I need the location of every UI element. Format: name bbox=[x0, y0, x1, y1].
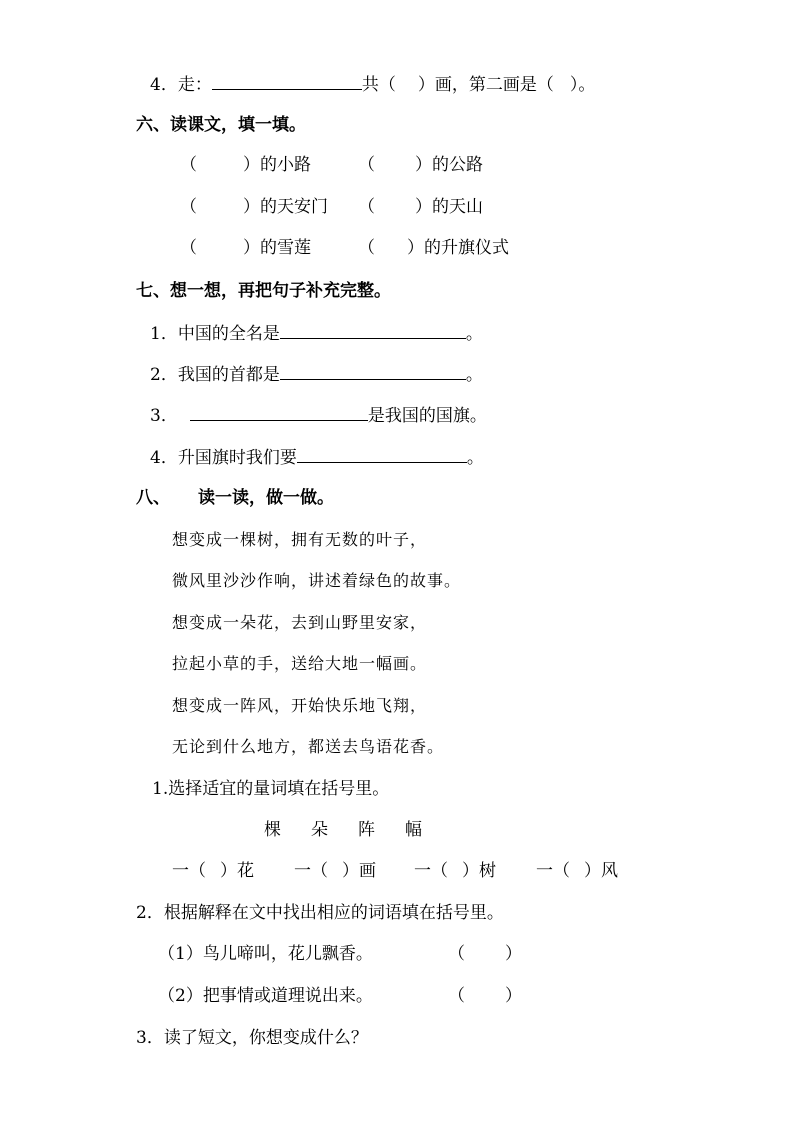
fill-pre: 一（ bbox=[172, 861, 206, 881]
item-number: （1） bbox=[158, 944, 203, 964]
phrase: 的天安门 bbox=[260, 197, 328, 217]
second-stroke-label: ）画，第二画是（ bbox=[417, 75, 554, 95]
fill-pre: 一（ bbox=[294, 861, 328, 881]
item-end: 。 bbox=[466, 448, 484, 468]
answer-blank[interactable] bbox=[190, 402, 368, 421]
fill-3 bbox=[414, 859, 496, 883]
measure-words bbox=[264, 818, 422, 842]
q5-item4 bbox=[150, 71, 595, 97]
q8-sub1: 1.选择适宜的量词填在括号里。 bbox=[152, 779, 390, 799]
item-text: 中国的全名是 bbox=[177, 324, 280, 344]
item-number: 4． bbox=[150, 75, 178, 95]
phrase: 的公路 bbox=[432, 155, 483, 175]
paren-blank[interactable]: （ ） bbox=[180, 238, 260, 258]
item-number: 1． bbox=[150, 324, 178, 344]
measure-word: 棵 bbox=[264, 820, 281, 840]
q8-sub3: 3．读了短文，你想变成什么？ bbox=[136, 1028, 368, 1048]
phrase: 的雪莲 bbox=[260, 238, 311, 258]
answer-blank[interactable] bbox=[280, 320, 466, 339]
fill-1 bbox=[172, 859, 254, 883]
item-text: 鸟儿啼叫，花儿飘香。 bbox=[202, 944, 373, 964]
q7-item-1 bbox=[150, 320, 483, 346]
item-text: 把事情或道理说出来。 bbox=[202, 986, 373, 1006]
q7-item-3 bbox=[150, 402, 487, 428]
paren-blank[interactable]: （ ） bbox=[180, 155, 260, 175]
paren-blank[interactable]: （ ） bbox=[180, 197, 260, 217]
measure-word: 朵 bbox=[311, 820, 328, 840]
phrase: 的小路 bbox=[260, 155, 311, 175]
q6-title: 六、读课文，填一填。 bbox=[136, 115, 306, 135]
item-end: 。 bbox=[465, 365, 483, 385]
fill-pre: 一（ bbox=[414, 861, 448, 881]
item-number: 4． bbox=[150, 448, 178, 468]
q7-item-2 bbox=[150, 361, 483, 387]
fill-pre: 一（ bbox=[536, 861, 570, 881]
item-number: 3． bbox=[150, 406, 178, 426]
q6-row-2b bbox=[358, 195, 483, 219]
item-number: （2） bbox=[158, 986, 203, 1006]
measure-word: 阵 bbox=[358, 820, 375, 840]
poem-line-3: 想变成一朵花，去到山野里安家， bbox=[172, 613, 428, 632]
q6-row-3b bbox=[358, 236, 509, 260]
answer-blank[interactable] bbox=[212, 71, 362, 90]
sub2-item-1 bbox=[158, 942, 373, 966]
q8-title bbox=[136, 486, 334, 510]
fill-2 bbox=[294, 859, 376, 883]
item-end: ）。 bbox=[569, 75, 596, 95]
fill-4 bbox=[536, 859, 618, 883]
stroke-count-label: 共（ bbox=[361, 75, 396, 95]
item-text: 升国旗时我们要 bbox=[177, 448, 297, 468]
sub2-item-2 bbox=[158, 984, 373, 1008]
fill-post: ）画 bbox=[342, 861, 376, 881]
poem-line-4: 拉起小草的手，送给大地一幅画。 bbox=[172, 654, 428, 673]
q7-title: 七、想一想，再把句子补充完整。 bbox=[136, 281, 391, 301]
poem-line-5: 想变成一阵风，开始快乐地飞翔， bbox=[172, 696, 428, 715]
q8-sub2: 2．根据解释在文中找出相应的词语填在括号里。 bbox=[136, 903, 504, 923]
phrase: 的天山 bbox=[432, 197, 483, 217]
section-title: 读一读，做一做。 bbox=[198, 488, 334, 508]
fill-post: ）树 bbox=[462, 861, 496, 881]
q6-row-1 bbox=[180, 153, 311, 177]
section-number: 八、 bbox=[136, 488, 170, 508]
poem-line-2: 微风里沙沙作响，讲述着绿色的故事。 bbox=[172, 571, 462, 590]
measure-word: 幅 bbox=[405, 820, 422, 840]
q7-item-4 bbox=[150, 444, 484, 470]
fill-post: ）风 bbox=[584, 861, 618, 881]
q6-row-3 bbox=[180, 236, 311, 260]
paren-blank[interactable]: （ ） bbox=[358, 197, 432, 217]
sub2-paren-1[interactable]: （ ） bbox=[448, 944, 522, 964]
poem-line-6: 无论到什么地方，都送去鸟语花香。 bbox=[172, 737, 445, 756]
poem-line-1: 想变成一棵树，拥有无数的叶子， bbox=[172, 530, 428, 549]
phrase: 的升旗仪式 bbox=[424, 238, 509, 258]
sub2-paren-2[interactable]: （ ） bbox=[448, 986, 522, 1006]
item-text: 是我国的国旗。 bbox=[367, 406, 487, 426]
fill-post: ）花 bbox=[220, 861, 254, 881]
paren-blank[interactable]: （ ） bbox=[358, 238, 424, 258]
item-end: 。 bbox=[465, 324, 483, 344]
paren-blank[interactable]: （ ） bbox=[358, 155, 432, 175]
q6-row-1b bbox=[358, 153, 483, 177]
q6-row-2 bbox=[180, 195, 328, 219]
answer-blank[interactable] bbox=[297, 444, 467, 463]
item-prompt: 走： bbox=[177, 75, 212, 95]
answer-blank[interactable] bbox=[280, 361, 466, 380]
item-text: 我国的首都是 bbox=[177, 365, 280, 385]
item-number: 2． bbox=[150, 365, 178, 385]
